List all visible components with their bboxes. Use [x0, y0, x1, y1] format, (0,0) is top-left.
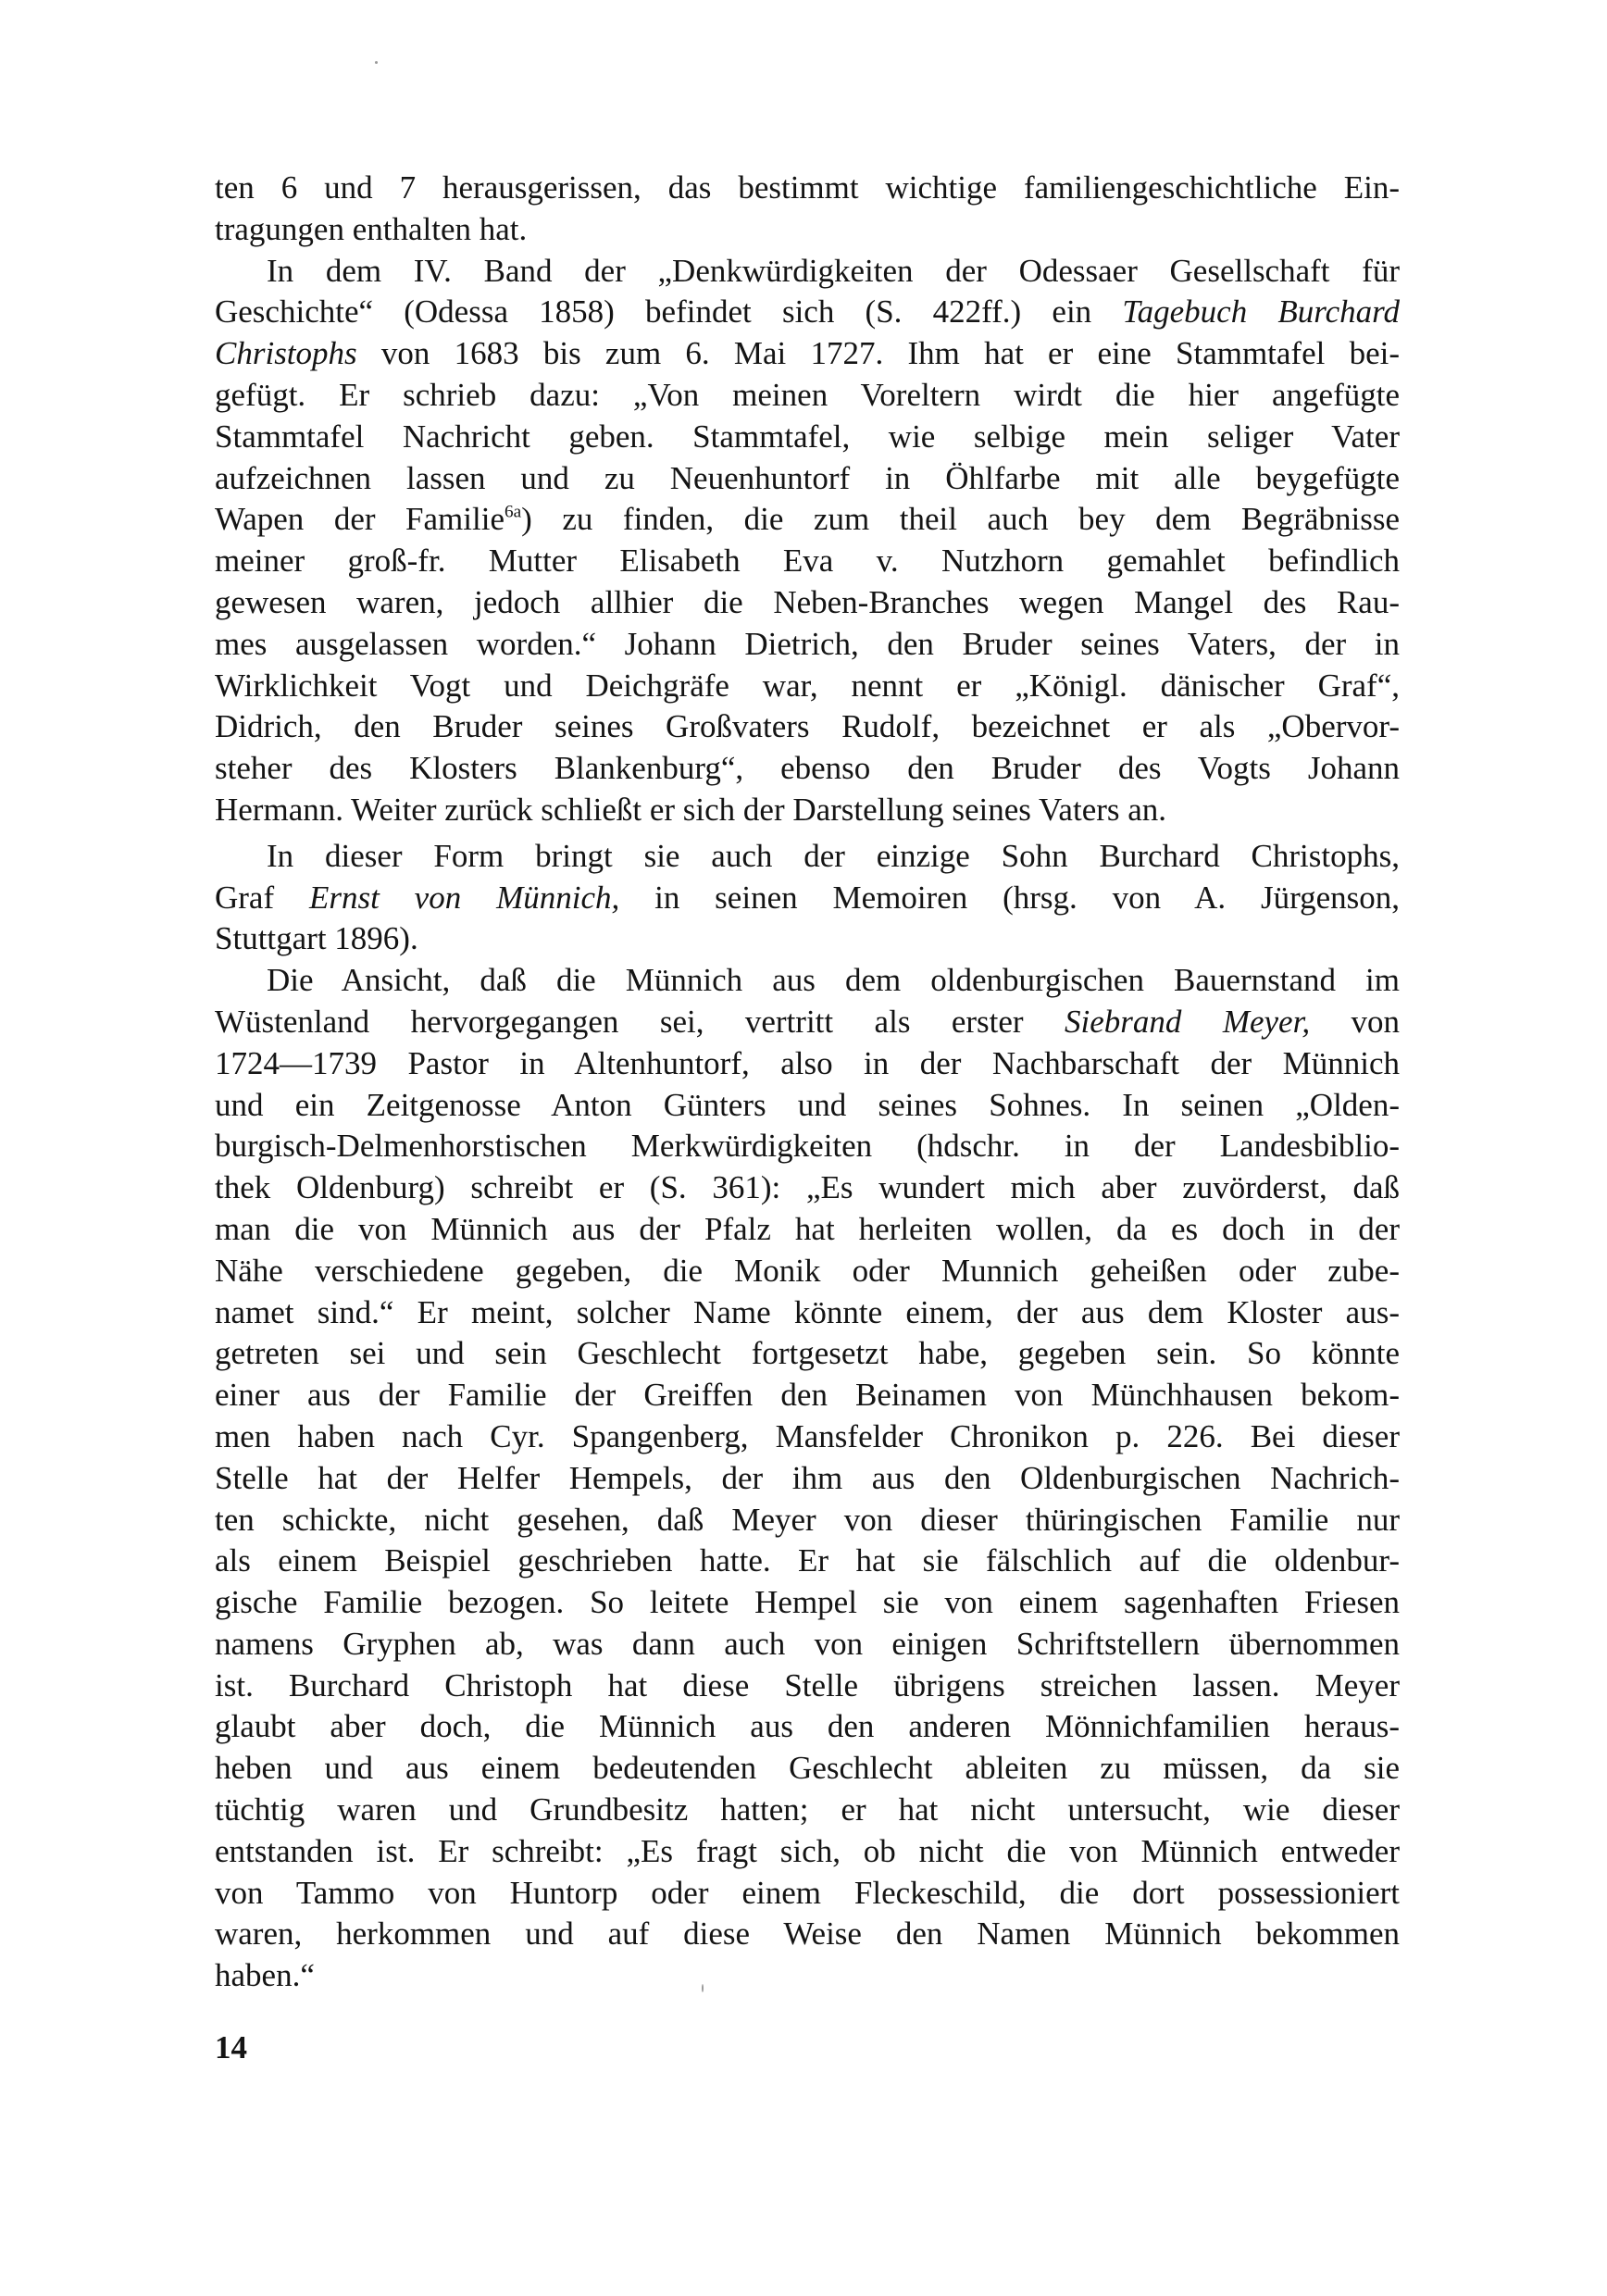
scan-speck	[375, 61, 378, 64]
text-line	[215, 1706, 1400, 1748]
text-line	[215, 706, 1400, 748]
text-line	[215, 1375, 1400, 1416]
italic-text: Siebrand Meyer,	[1065, 1003, 1311, 1040]
text-segment: aufzeichnen lassen und zu Neuenhuntorf in Öhlfarbe mit alle beygefügte	[215, 459, 1400, 496]
text-line	[215, 878, 1400, 919]
text-line	[215, 1831, 1400, 1873]
text-line	[215, 1873, 1400, 1915]
text-segment: namet sind.“ Er meint, solcher Name könnte einem, der aus dem Kloster aus-	[215, 1293, 1400, 1330]
text-line	[215, 582, 1400, 624]
text-line	[215, 624, 1400, 666]
text-segment: ist. Burchard Christoph hat diese Stelle übrigens streichen lassen. Meyer	[215, 1666, 1400, 1703]
text-segment: waren, herkommen und auf diese Weise den Namen Münnich bekommen	[215, 1915, 1400, 1953]
text-line	[215, 1624, 1400, 1666]
text-segment: gische Familie bezogen. So leitete Hempel sie von einem sagenhaften Friesen	[215, 1584, 1400, 1621]
text-line	[215, 333, 1400, 375]
text-segment: mes ausgelassen worden.“ Johann Dietrich, den Bruder seines Vaters, der in	[215, 625, 1400, 662]
text-line	[215, 666, 1400, 707]
text-line	[215, 1500, 1400, 1541]
text-segment: von	[1310, 1003, 1401, 1040]
text-line	[215, 1043, 1400, 1085]
text-line	[215, 251, 1400, 293]
text-line	[215, 1790, 1400, 1831]
text-line	[215, 1085, 1400, 1127]
text-line	[215, 209, 1400, 251]
text-segment: Wirklichkeit Vogt und Deichgräfe war, nennt er „Königl. dänischer Graf“,	[215, 667, 1400, 704]
text-segment: von Tammo von Huntorp oder einem Fleckeschild, die dort possessioniert	[215, 1874, 1400, 1911]
italic-text: Ernst von Münnich,	[308, 879, 620, 916]
text-line	[215, 918, 1400, 960]
italic-text: Tagebuch Burchard	[1122, 293, 1400, 331]
text-segment: Nähe verschiedene gegeben, die Monik oder Munnich geheißen oder zube-	[215, 1252, 1400, 1289]
text-line	[215, 168, 1400, 209]
text-segment: man die von Münnich aus der Pfalz hat herleiten wollen, da es doch in der	[215, 1210, 1400, 1247]
text-segment: Stelle hat der Helfer Hempels, der ihm aus den Oldenburgischen Nachrich-	[215, 1459, 1400, 1496]
text-line	[215, 1416, 1400, 1458]
text-segment: Die Ansicht, daß die Münnich aus dem oldenburgischen Bauernstand im	[267, 962, 1400, 999]
text-line	[215, 1002, 1400, 1043]
text-line	[215, 1748, 1400, 1790]
text-segment: heben und aus einem bedeutenden Geschlecht ableiten zu müssen, da sie	[215, 1750, 1400, 1787]
text-line	[215, 1333, 1400, 1375]
footnote-marker: 6a	[505, 502, 522, 522]
text-line	[215, 1955, 1400, 1997]
text-segment: meiner groß-fr. Mutter Elisabeth Eva v. Nutzhorn gemahlet befindlich	[215, 543, 1400, 580]
text-segment: Didrich, den Bruder seines Großvaters Rudolf, bezeichnet er als „Obervor-	[215, 708, 1400, 745]
text-segment: als einem Beispiel geschrieben hatte. Er hat sie fälschlich auf die oldenbur-	[215, 1542, 1400, 1579]
text-line	[215, 1126, 1400, 1167]
text-segment: und ein Zeitgenosse Anton Günters und seines Sohnes. In seinen „Olden-	[215, 1086, 1400, 1123]
page-number: 14	[215, 2029, 247, 2065]
text-segment: getreten sei und sein Geschlecht fortgesetzt habe, gegeben sein. So könnte	[215, 1335, 1400, 1372]
scan-speck	[702, 1984, 704, 1992]
italic-text: Christophs	[215, 335, 357, 372]
text-line	[215, 1458, 1400, 1500]
text-segment: ) zu finden, die zum theil auch bey dem Begräbnisse	[521, 501, 1400, 538]
text-segment: Stammtafel Nachricht geben. Stammtafel, wie selbige mein seliger Vater	[215, 418, 1400, 455]
text-segment: gewesen waren, jedoch allhier die Neben-Branches wegen Mangel des Rau-	[215, 583, 1400, 620]
text-segment: Hermann. Weiter zurück schließt er sich der Darstellung seines Vaters an.	[215, 791, 1167, 828]
text-line	[215, 541, 1400, 582]
text-segment: Graf	[215, 879, 309, 916]
text-segment: In dieser Form bringt sie auch der einzige Sohn Burchard Christophs,	[267, 837, 1400, 874]
text-segment: glaubt aber doch, die Münnich aus den anderen Mönnichfamilien heraus-	[215, 1708, 1400, 1745]
text-line	[215, 1541, 1400, 1582]
text-segment: entstanden ist. Er schreibt: „Es fragt sich, ob nicht die von Münnich entweder	[215, 1832, 1400, 1869]
text-segment: steher des Klosters Blankenburg“, ebenso den Bruder des Vogts Johann	[215, 750, 1400, 787]
text-segment: gefügt. Er schrieb dazu: „Von meinen Voreltern wirdt die hier angefügte	[215, 376, 1400, 413]
text-line	[215, 1914, 1400, 1955]
text-line	[215, 1251, 1400, 1292]
text-line	[215, 1292, 1400, 1334]
text-line	[215, 375, 1400, 417]
text-line	[215, 748, 1400, 790]
text-segment: men haben nach Cyr. Spangenberg, Mansfelder Chronikon p. 226. Bei dieser	[215, 1417, 1400, 1454]
text-segment: thek Oldenburg) schreibt er (S. 361): „Es wundert mich aber zuvörderst, daß	[215, 1169, 1400, 1206]
body-text	[215, 168, 1400, 1997]
text-segment: Geschichte“ (Odessa 1858) befindet sich (S. 422ff.) ein	[215, 293, 1123, 331]
text-line	[215, 790, 1400, 831]
text-line	[215, 1167, 1400, 1209]
text-segment: Wapen der Familie	[215, 501, 505, 538]
text-segment: tragungen enthalten hat.	[215, 210, 528, 247]
text-segment: ten 6 und 7 herausgerissen, das bestimmt wichtige familiengeschichtliche Ein-	[215, 169, 1400, 206]
text-line	[215, 1209, 1400, 1251]
text-segment: von 1683 bis zum 6. Mai 1727. Ihm hat er eine Stammtafel bei-	[356, 335, 1400, 372]
text-segment: in seinen Memoiren (hrsg. von A. Jürgenson,	[619, 879, 1401, 916]
text-line	[215, 417, 1400, 458]
text-line	[215, 499, 1400, 541]
text-segment: tüchtig waren und Grundbesitz hatten; er hat nicht untersucht, wie dieser	[215, 1791, 1400, 1828]
text-line	[215, 458, 1400, 500]
text-line	[215, 836, 1400, 878]
text-segment: Wüstenland hervorgegangen sei, vertritt als erster	[215, 1003, 1065, 1040]
text-segment: ten schickte, nicht gesehen, daß Meyer von dieser thüringischen Familie nur	[215, 1501, 1400, 1538]
text-segment: einer aus der Familie der Greiffen den Beinamen von Münchhausen bekom-	[215, 1377, 1400, 1414]
text-line	[215, 1582, 1400, 1624]
text-segment: namens Gryphen ab, was dann auch von einigen Schriftstellern übernommen	[215, 1625, 1400, 1662]
text-segment: In dem IV. Band der „Denkwürdigkeiten der Odessaer Gesellschaft für	[267, 252, 1400, 289]
text-line	[215, 960, 1400, 1002]
text-line	[215, 1666, 1400, 1707]
text-segment: haben.“	[215, 1957, 315, 1994]
text-segment: Stuttgart 1896).	[215, 920, 418, 957]
text-line	[215, 292, 1400, 333]
text-segment: 1724—1739 Pastor in Altenhuntorf, also in der Nachbarschaft der Münnich	[215, 1044, 1400, 1081]
text-segment: burgisch-Delmenhorstischen Merkwürdigkeiten (hdschr. in der Landesbiblio-	[215, 1128, 1400, 1165]
